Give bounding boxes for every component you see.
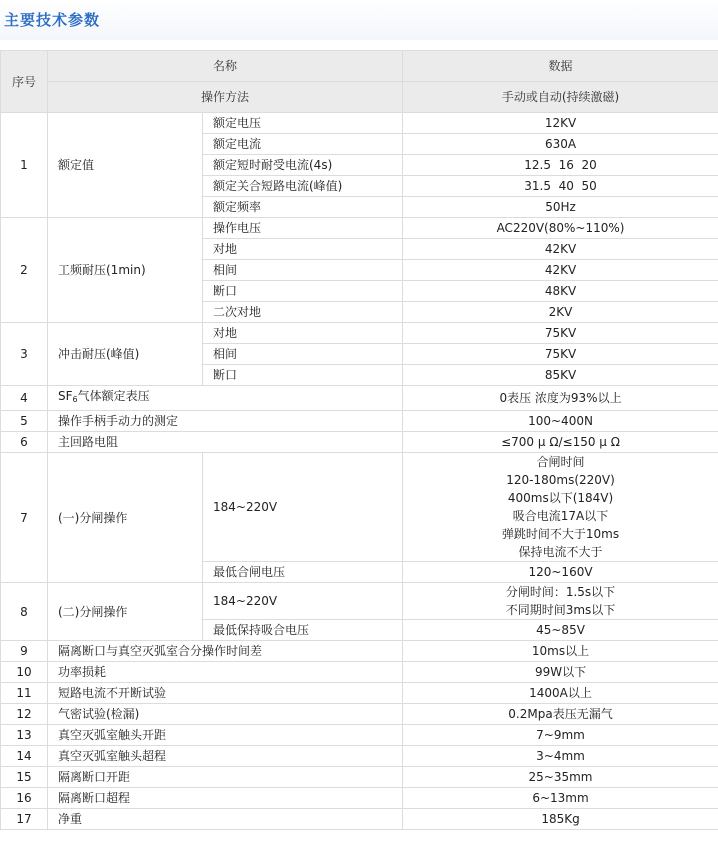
sub-label: 最低保持吸合电压 bbox=[203, 620, 403, 641]
sf-label-rest: 气体额定表压 bbox=[77, 389, 150, 403]
table-row bbox=[1, 746, 718, 767]
row-value: 185Kg bbox=[403, 809, 718, 830]
row-number: 12 bbox=[1, 704, 48, 725]
header-name: 名称 bbox=[48, 51, 403, 82]
row-name: (二)分闸操作 bbox=[48, 583, 203, 641]
sub-value: 42KV bbox=[403, 260, 718, 281]
sub-value: 120~160V bbox=[403, 562, 718, 583]
value-line: 分闸时间：1.5s以下 bbox=[505, 585, 616, 599]
value-line: 不同期时间3ms以下 bbox=[505, 603, 616, 617]
value-line: 400ms以下(184V) bbox=[507, 491, 614, 505]
row-value: 1400A以上 bbox=[403, 683, 718, 704]
header-data: 数据 bbox=[403, 51, 718, 82]
sub-value: 50Hz bbox=[403, 197, 718, 218]
sf-label: SF bbox=[58, 389, 73, 403]
sub-label: 184~220V bbox=[203, 583, 403, 620]
row-name: 气密试验(检漏) bbox=[48, 704, 403, 725]
row-name: 净重 bbox=[48, 809, 403, 830]
row-name bbox=[48, 386, 403, 411]
sub-label: 对地 bbox=[203, 323, 403, 344]
table-row bbox=[1, 432, 718, 453]
sub-value: AC220V(80%~110%) bbox=[403, 218, 718, 239]
row-number: 14 bbox=[1, 746, 48, 767]
header-row bbox=[1, 51, 718, 82]
sub-label: 额定电流 bbox=[203, 134, 403, 155]
sub-label: 断口 bbox=[203, 365, 403, 386]
row-number: 17 bbox=[1, 809, 48, 830]
row-value: 25~35mm bbox=[403, 767, 718, 788]
sub-label: 二次对地 bbox=[203, 302, 403, 323]
row-name: 隔离断口开距 bbox=[48, 767, 403, 788]
sub-value: 42KV bbox=[403, 239, 718, 260]
sub-label: 184~220V bbox=[203, 453, 403, 562]
sub-value: 48KV bbox=[403, 281, 718, 302]
sub-value: 75KV bbox=[403, 344, 718, 365]
row-name: 额定值 bbox=[48, 113, 203, 218]
row-name: 功率损耗 bbox=[48, 662, 403, 683]
row-name: 主回路电阻 bbox=[48, 432, 403, 453]
value-line: 合闸时间 bbox=[536, 455, 585, 469]
table-row bbox=[1, 809, 718, 830]
row-name: 隔离断口超程 bbox=[48, 788, 403, 809]
row-value: 10ms以上 bbox=[403, 641, 718, 662]
spec-table bbox=[0, 50, 718, 830]
sub-value: 85KV bbox=[403, 365, 718, 386]
sub-value: 31.5 40 50 bbox=[403, 176, 718, 197]
sf-subscript: 6 bbox=[72, 395, 78, 404]
row-value: 0.2Mpa表压无漏气 bbox=[403, 704, 718, 725]
row-value: 0表压 浓度为93%以上 bbox=[403, 386, 718, 411]
row-number: 8 bbox=[1, 583, 48, 641]
sub-value: 12.5 16 20 bbox=[403, 155, 718, 176]
value-line: 120-180ms(220V) bbox=[506, 473, 615, 487]
value-line: 吸合电流17A以下 bbox=[512, 509, 609, 523]
sub-value: 12KV bbox=[403, 113, 718, 134]
sub-value-multiline bbox=[403, 583, 718, 620]
row-number: 15 bbox=[1, 767, 48, 788]
sub-label: 额定电压 bbox=[203, 113, 403, 134]
row-number: 2 bbox=[1, 218, 48, 323]
table-row bbox=[1, 767, 718, 788]
title-bar bbox=[0, 0, 718, 40]
sub-label: 相间 bbox=[203, 260, 403, 281]
table-row bbox=[1, 218, 718, 239]
table-row bbox=[1, 411, 718, 432]
row-name: 工频耐压(1min) bbox=[48, 218, 203, 323]
sub-label: 最低合闸电压 bbox=[203, 562, 403, 583]
row-number: 6 bbox=[1, 432, 48, 453]
table-row bbox=[1, 641, 718, 662]
page-title: 主要技术参数 bbox=[4, 11, 101, 29]
row-number: 1 bbox=[1, 113, 48, 218]
row-number: 5 bbox=[1, 411, 48, 432]
table-row bbox=[1, 453, 718, 562]
table-row bbox=[1, 683, 718, 704]
sub-label: 操作电压 bbox=[203, 218, 403, 239]
row-number: 11 bbox=[1, 683, 48, 704]
row-number: 10 bbox=[1, 662, 48, 683]
table-row bbox=[1, 583, 718, 620]
table-row bbox=[1, 113, 718, 134]
row-name: 冲击耐压(峰值) bbox=[48, 323, 203, 386]
header-method-row bbox=[1, 82, 718, 113]
sub-label: 断口 bbox=[203, 281, 403, 302]
value-line: 弹跳时间不大于10ms bbox=[501, 527, 620, 541]
row-name: (一)分闸操作 bbox=[48, 453, 203, 583]
table-row bbox=[1, 704, 718, 725]
row-value: 100~400N bbox=[403, 411, 718, 432]
sub-value: 75KV bbox=[403, 323, 718, 344]
sub-value-multiline bbox=[403, 453, 718, 562]
row-number: 9 bbox=[1, 641, 48, 662]
row-number: 7 bbox=[1, 453, 48, 583]
header-seq: 序号 bbox=[1, 51, 48, 113]
sub-label: 额定频率 bbox=[203, 197, 403, 218]
row-number: 3 bbox=[1, 323, 48, 386]
sub-value: 45~85V bbox=[403, 620, 718, 641]
sub-value: 2KV bbox=[403, 302, 718, 323]
row-name: 短路电流不开断试验 bbox=[48, 683, 403, 704]
header-method: 操作方法 bbox=[48, 82, 403, 113]
row-name: 隔离断口与真空灭弧室合分操作时间差 bbox=[48, 641, 403, 662]
row-number: 16 bbox=[1, 788, 48, 809]
row-value: ≤700 μ Ω/≤150 μ Ω bbox=[403, 432, 718, 453]
header-method-value: 手动或自动(持续激磁) bbox=[403, 82, 718, 113]
row-value: 6~13mm bbox=[403, 788, 718, 809]
row-value: 99W以下 bbox=[403, 662, 718, 683]
row-name: 真空灭弧室触头开距 bbox=[48, 725, 403, 746]
row-value: 7~9mm bbox=[403, 725, 718, 746]
row-name: 真空灭弧室触头超程 bbox=[48, 746, 403, 767]
row-number: 13 bbox=[1, 725, 48, 746]
table-row bbox=[1, 386, 718, 411]
sub-label: 额定短时耐受电流(4s) bbox=[203, 155, 403, 176]
row-name: 操作手柄手动力的测定 bbox=[48, 411, 403, 432]
row-number: 4 bbox=[1, 386, 48, 411]
row-value: 3~4mm bbox=[403, 746, 718, 767]
table-row bbox=[1, 323, 718, 344]
value-line: 保持电流不大于 bbox=[518, 545, 603, 559]
sub-value: 630A bbox=[403, 134, 718, 155]
table-row bbox=[1, 788, 718, 809]
table-row bbox=[1, 662, 718, 683]
table-row bbox=[1, 725, 718, 746]
sub-label: 对地 bbox=[203, 239, 403, 260]
sub-label: 相间 bbox=[203, 344, 403, 365]
sub-label: 额定关合短路电流(峰值) bbox=[203, 176, 403, 197]
